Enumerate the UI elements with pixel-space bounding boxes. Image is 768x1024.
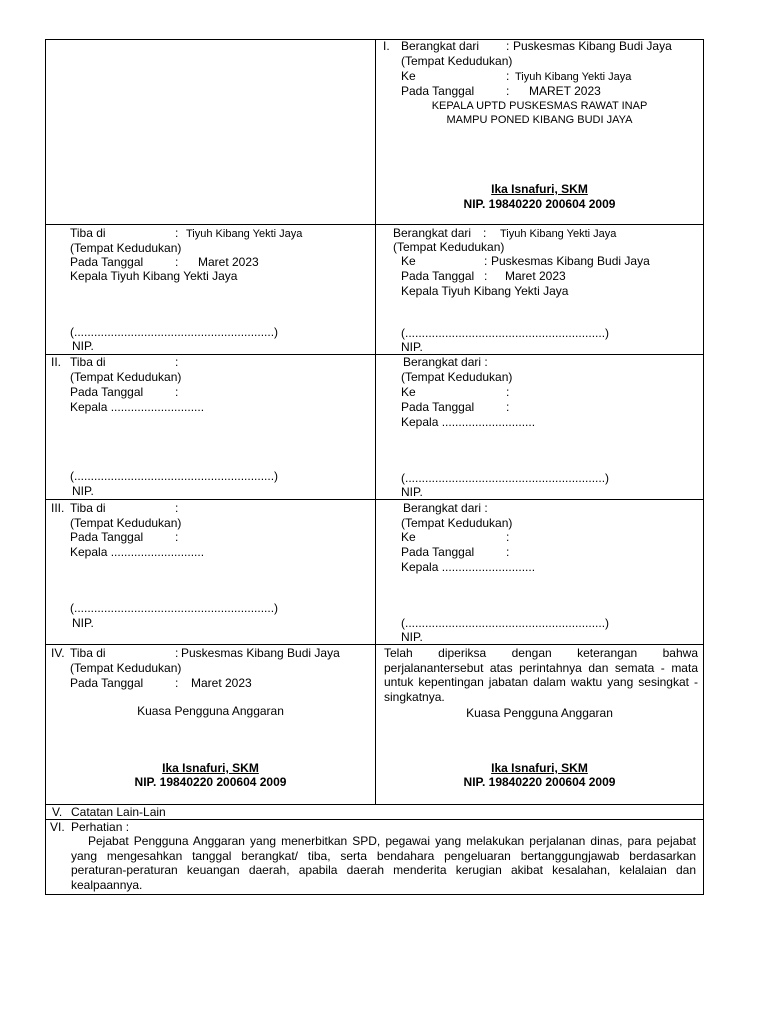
date-value: MARET 2023 [529,84,601,98]
arrive-separator: : [175,355,179,369]
arrive-label: Tiba di [70,646,106,660]
nip-label: NIP. [401,630,423,644]
signer-name: Ika Isnafuri, SKM [162,761,259,775]
row-number: V. [52,805,63,819]
date-value: Maret 2023 [505,269,566,283]
column-divider [375,39,376,805]
row-number: I. [383,39,390,53]
depart-label: Berangkat dari : [403,355,488,369]
date-separator: : [506,545,510,559]
depart-separator: : [506,39,510,53]
date-label: Pada Tanggal [401,269,475,283]
to-label: Ke [401,530,416,544]
budget-authority-title: Kuasa Pengguna Anggaran [466,706,613,720]
arrive-separator: : [175,646,179,660]
head-label: Kepala ............................ [70,545,205,559]
row-number: IV. [51,646,65,660]
signer-name: Ika Isnafuri, SKM [491,761,588,775]
row-number: II. [51,355,62,369]
date-separator: : [175,530,179,544]
seat-label: (Tempat Kedudukan) [393,240,505,254]
seat-label: (Tempat Kedudukan) [70,661,182,675]
row-number: III. [51,501,65,515]
to-value: Puskesmas Kibang Budi Jaya [491,254,650,268]
head-title-line-1: KEPALA UPTD PUSKESMAS RAWAT INAP [431,100,648,112]
arrive-label: Tiba di [70,501,106,515]
signature-line: (............................................................) [70,601,279,615]
attention-text: Pejabat Pengguna Anggaran yang menerbitkan SPD, pegawai yang melakukan perjalanan dinas, para pejabat yang mengesahkan tanggal berangkat/ tiba, serta bendahara pengeluaran bertanggungjawab berdasarkan peraturan-peraturan keuangan daerah, apabila daerah menderita kerugian akibat kesalahan, kelalaian dan kealpaannya. [71,834,696,892]
arrive-label: Tiba di [70,226,106,240]
depart-separator: : [483,226,487,240]
to-label: Ke [401,69,416,83]
head-label: Kepala Tiyuh Kibang Yekti Jaya [70,269,238,283]
date-label: Pada Tanggal [70,255,144,269]
table-border-bottom [45,894,704,895]
to-separator: : [506,69,510,83]
date-label: Pada Tanggal [70,530,144,544]
date-separator: : [175,385,179,399]
head-label: Kepala Tiyuh Kibang Yekti Jaya [401,284,569,298]
to-value: Tiyuh Kibang Yekti Jaya [515,71,632,83]
budget-authority-title: Kuasa Pengguna Anggaran [137,704,284,718]
to-separator: : [484,254,488,268]
arrive-value: Tiyuh Kibang Yekti Jaya [186,228,303,240]
date-label: Pada Tanggal [401,400,475,414]
depart-label: Berangkat dari [393,226,472,240]
signer-name: Ika Isnafuri, SKM [491,182,588,196]
to-separator: : [506,530,510,544]
date-separator: : [175,255,179,269]
row-number: VI. [50,820,65,834]
seat-label: (Tempat Kedudukan) [70,370,182,384]
date-value: Maret 2023 [198,255,259,269]
depart-value: Tiyuh Kibang Yekti Jaya [500,228,617,240]
signer-nip: NIP. 19840220 200604 2009 [463,197,616,211]
signature-line: (............................................................) [70,469,279,483]
date-label: Pada Tanggal [70,676,144,690]
arrive-value: Puskesmas Kibang Budi Jaya [181,646,340,660]
depart-label: Berangkat dari [401,39,480,53]
nip-label: NIP. [72,616,94,630]
depart-value: Puskesmas Kibang Budi Jaya [513,39,672,53]
signer-nip: NIP. 19840220 200604 2009 [134,775,287,789]
attention-label: Perhatian : [71,820,130,834]
nip-label: NIP. [72,339,94,353]
date-value: Maret 2023 [191,676,252,690]
head-title-line-2: MAMPU PONED KIBANG BUDI JAYA [446,114,633,126]
head-label: Kepala ............................ [401,560,536,574]
date-label: Pada Tanggal [401,545,475,559]
seat-label: (Tempat Kedudukan) [70,516,182,530]
to-label: Ke [401,254,416,268]
arrive-label: Tiba di [70,355,106,369]
date-separator: : [506,84,510,98]
nip-label: NIP. [401,340,423,354]
to-label: Ke [401,385,416,399]
depart-label: Berangkat dari : [403,501,488,515]
signature-line: (............................................................) [70,325,279,339]
signature-line: (............................................................) [401,616,610,630]
date-separator: : [484,269,488,283]
seat-label: (Tempat Kedudukan) [70,241,182,255]
signature-line: (............................................................) [401,471,610,485]
to-separator: : [506,385,510,399]
head-label: Kepala ............................ [401,415,536,429]
signer-nip: NIP. 19840220 200604 2009 [463,775,616,789]
date-separator: : [506,400,510,414]
seat-label: (Tempat Kedudukan) [401,516,513,530]
notes-label: Catatan Lain-Lain [71,805,166,819]
date-separator: : [175,676,179,690]
head-label: Kepala ............................ [70,400,205,414]
seat-label: (Tempat Kedudukan) [401,54,513,68]
row-divider [45,819,704,820]
arrive-separator: : [175,501,179,515]
nip-label: NIP. [72,484,94,498]
table-border-right [703,39,704,895]
signature-line: (............................................................) [401,326,610,340]
verification-text: Telah diperiksa dengan keterangan bahwa perjalanantersebut atas perintahnya dan semata - mata untuk kepentingan jabatan dalam waktu yang sesingkat - singkatnya. [384,646,698,704]
date-label: Pada Tanggal [401,84,475,98]
arrive-separator: : [175,226,179,240]
seat-label: (Tempat Kedudukan) [401,370,513,384]
nip-label: NIP. [401,485,423,499]
date-label: Pada Tanggal [70,385,144,399]
